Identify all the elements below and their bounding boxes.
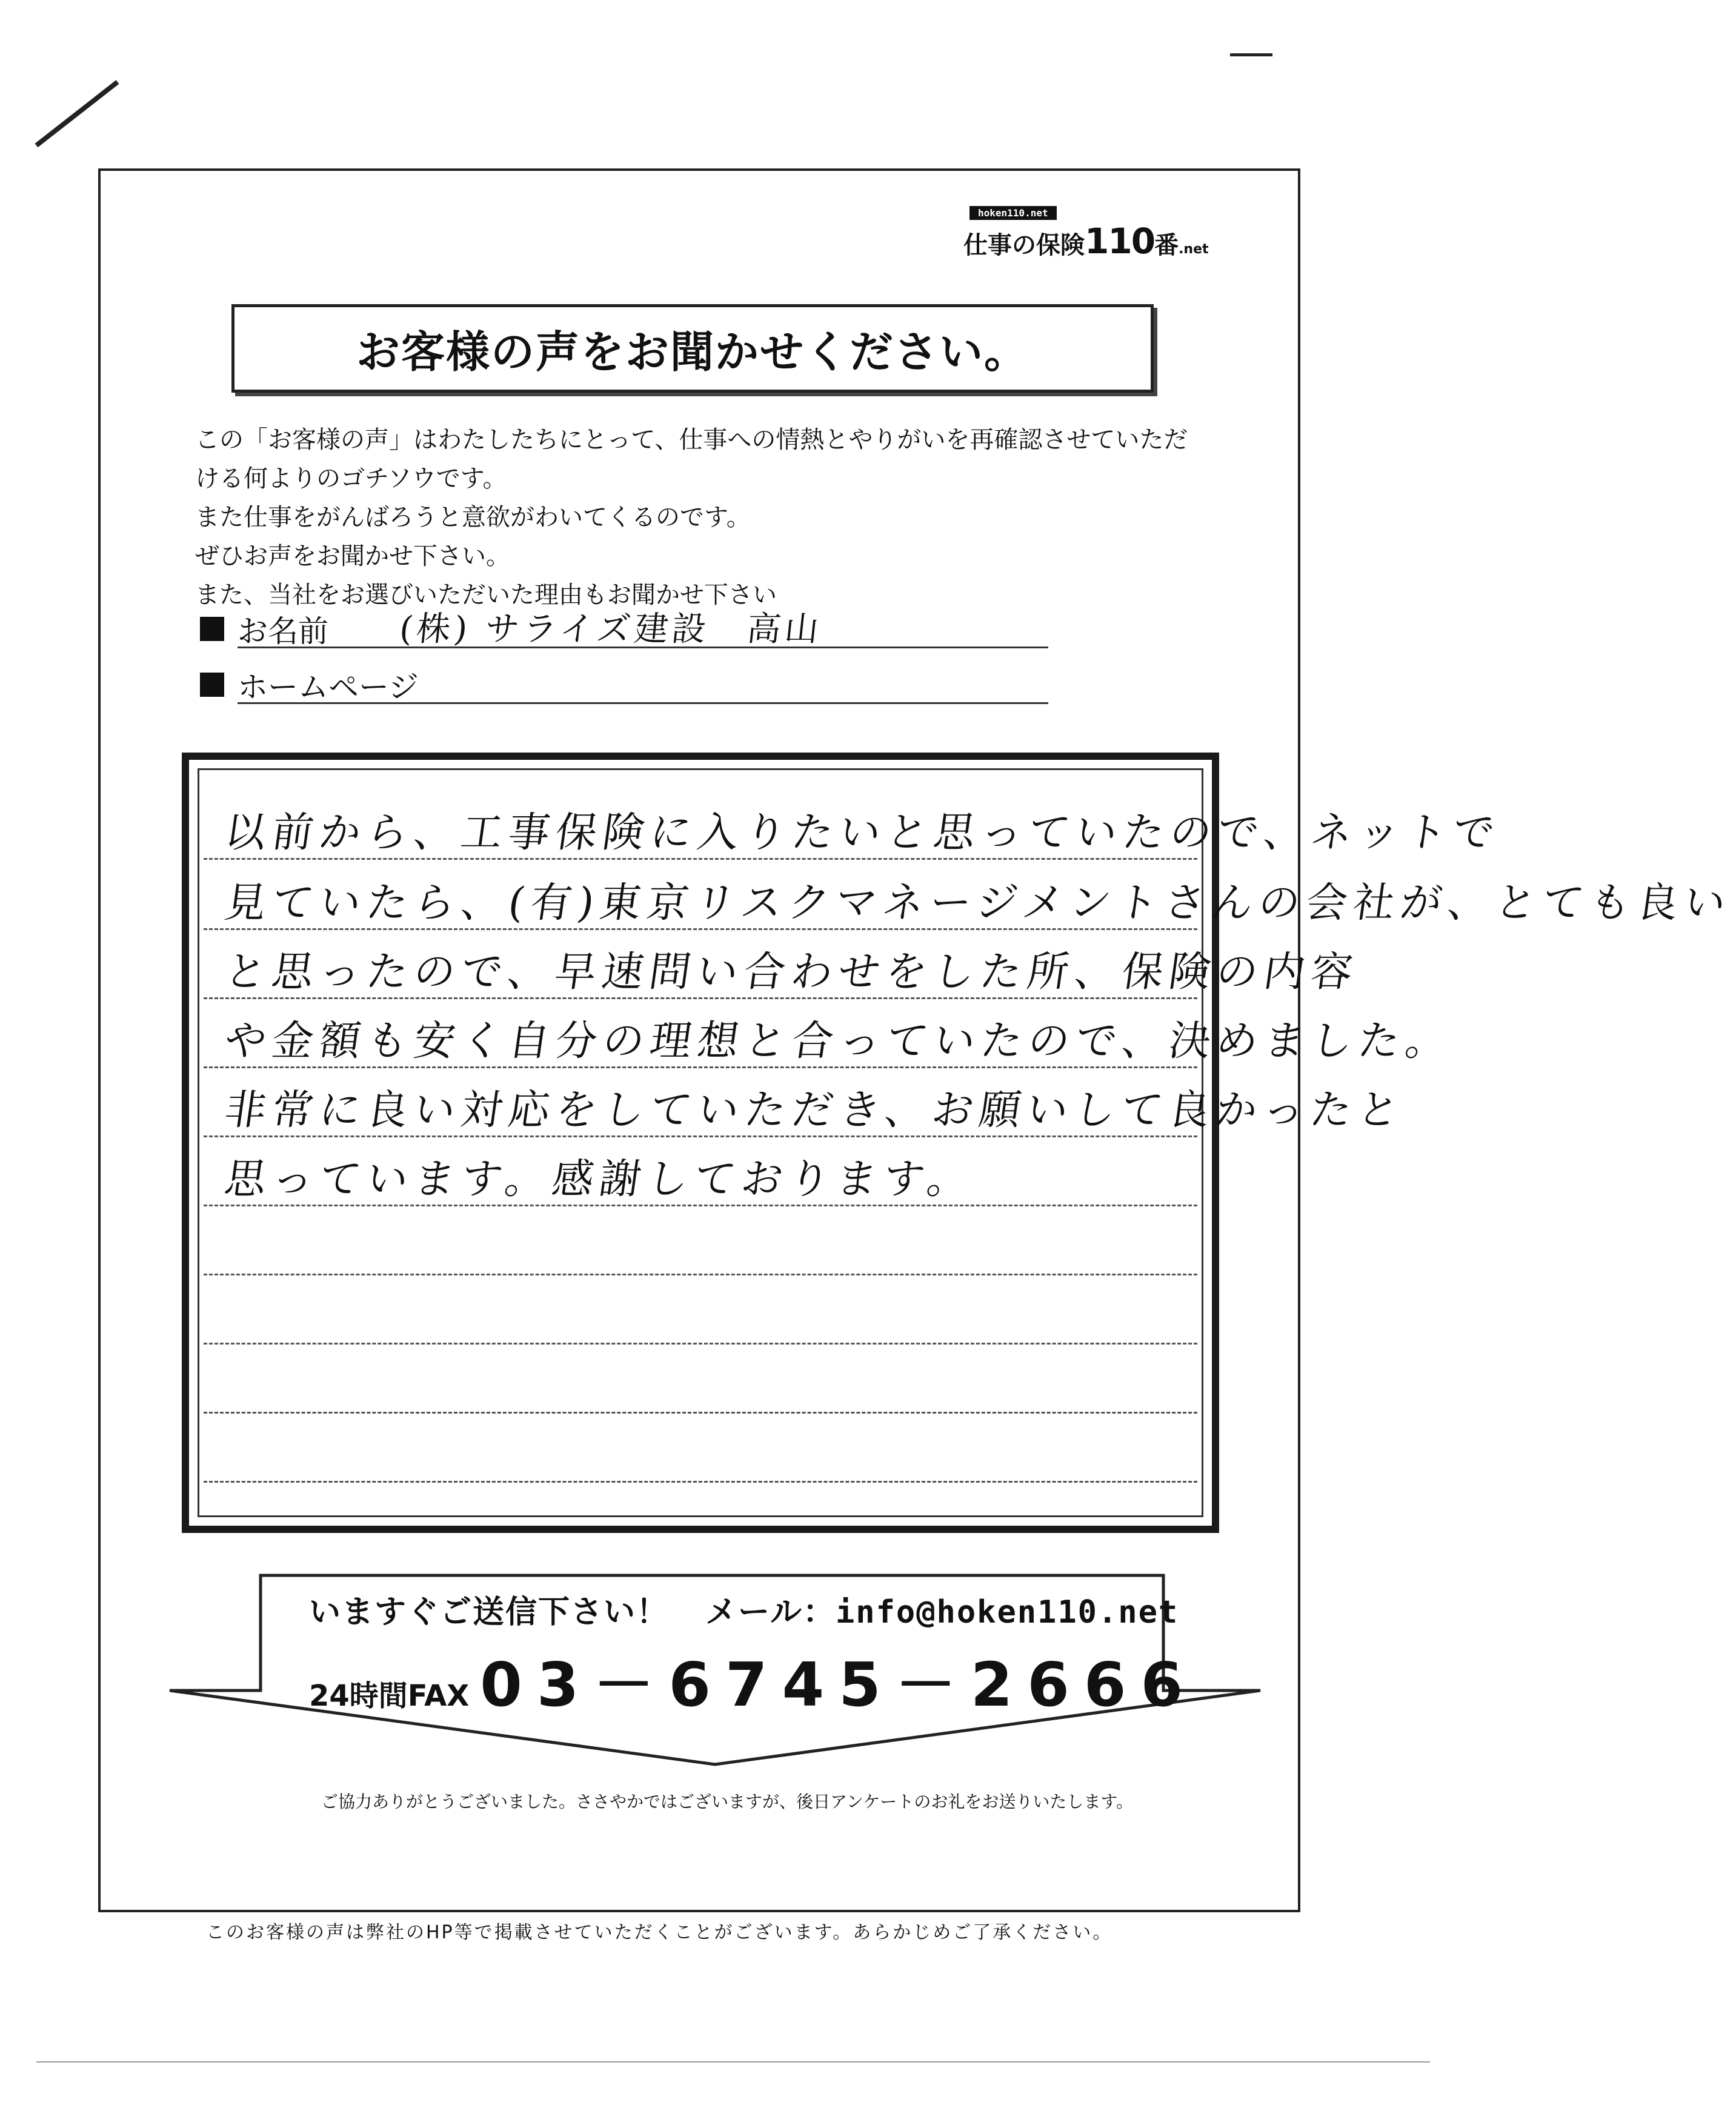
fax-label: 24時間FAX	[309, 1679, 470, 1713]
logo-brand	[963, 221, 1209, 262]
scan-mark	[36, 2061, 1430, 2063]
logo-tag: hoken110.net	[969, 206, 1057, 220]
ruled-line	[204, 1481, 1197, 1483]
comment-line: 非常に良い対応をしていただき、お願いして良かったと	[221, 1086, 1409, 1134]
ruled-line	[204, 1274, 1197, 1275]
logo-brand-number: 110	[1085, 221, 1155, 262]
name-label: お名前	[238, 614, 328, 649]
logo-brand-text: 仕事の保険	[963, 231, 1085, 259]
bullet-square-icon	[200, 673, 224, 697]
name-field[interactable]	[200, 600, 1048, 648]
contact-banner	[164, 1569, 1266, 1769]
name-underline	[238, 647, 1048, 648]
mail-label: メール：	[705, 1594, 836, 1631]
comment-line: 以前から、工事保険に入りたいと思っていたので、ネットで	[221, 809, 1504, 857]
comment-line: や金額も安く自分の理想と合っていたので、決めました。	[221, 1017, 1457, 1065]
company-logo	[945, 206, 1224, 261]
contact-row-mail	[309, 1586, 1179, 1632]
intro-text: この「お客様の声」はわたしたちにとって、仕事への情熱とやりがいを再確認させていただ ける何よりのゴチソウです。 また仕事をがんばろうと意欲がわいてくるのです。 ぜひお声をお聞かせ下さい。 また、当社をお選びいただいた理由もお聞かせ下さい	[195, 426, 1188, 609]
mail-address[interactable]: info@hoken110.net	[835, 1594, 1179, 1631]
contact-lead: いますぐご送信下さい！	[309, 1594, 670, 1631]
bullet-square-icon	[200, 617, 224, 641]
logo-brand-tld: .net	[1179, 242, 1209, 257]
thanks-text: ご協力ありがとうございました。ささやかではございますが、後日アンケートのお礼をお送りいたします。	[321, 1792, 1134, 1812]
homepage-underline	[238, 702, 1048, 704]
comment-line: 思っています。感謝しております。	[221, 1155, 978, 1203]
fax-number: 03－6745－2666	[480, 1649, 1198, 1720]
scan-mark	[35, 80, 119, 147]
ruled-line	[204, 1412, 1197, 1414]
footnote-text: このお客様の声は弊社のHP等で掲載させていただくことがございます。あらかじめご了承ください。	[206, 1922, 1113, 1943]
logo-brand-suffix: 番	[1154, 231, 1179, 259]
homepage-label: ホームページ	[238, 670, 419, 705]
contact-row-fax	[309, 1636, 1197, 1723]
comment-line: 見ていたら、(有)東京リスクマネージメントさんの会社が、とても良い	[221, 879, 1735, 927]
page-title: お客様の声をお聞かせください。	[231, 304, 1154, 393]
ruled-line	[204, 1343, 1197, 1345]
name-value: (株) サライズ建設 高山	[397, 610, 825, 649]
comment-line: と思ったので、早速問い合わせをした所、保険の内容	[221, 948, 1362, 996]
scan-mark	[1230, 53, 1272, 56]
homepage-field[interactable]	[200, 656, 1048, 704]
comment-box[interactable]	[182, 753, 1735, 1533]
